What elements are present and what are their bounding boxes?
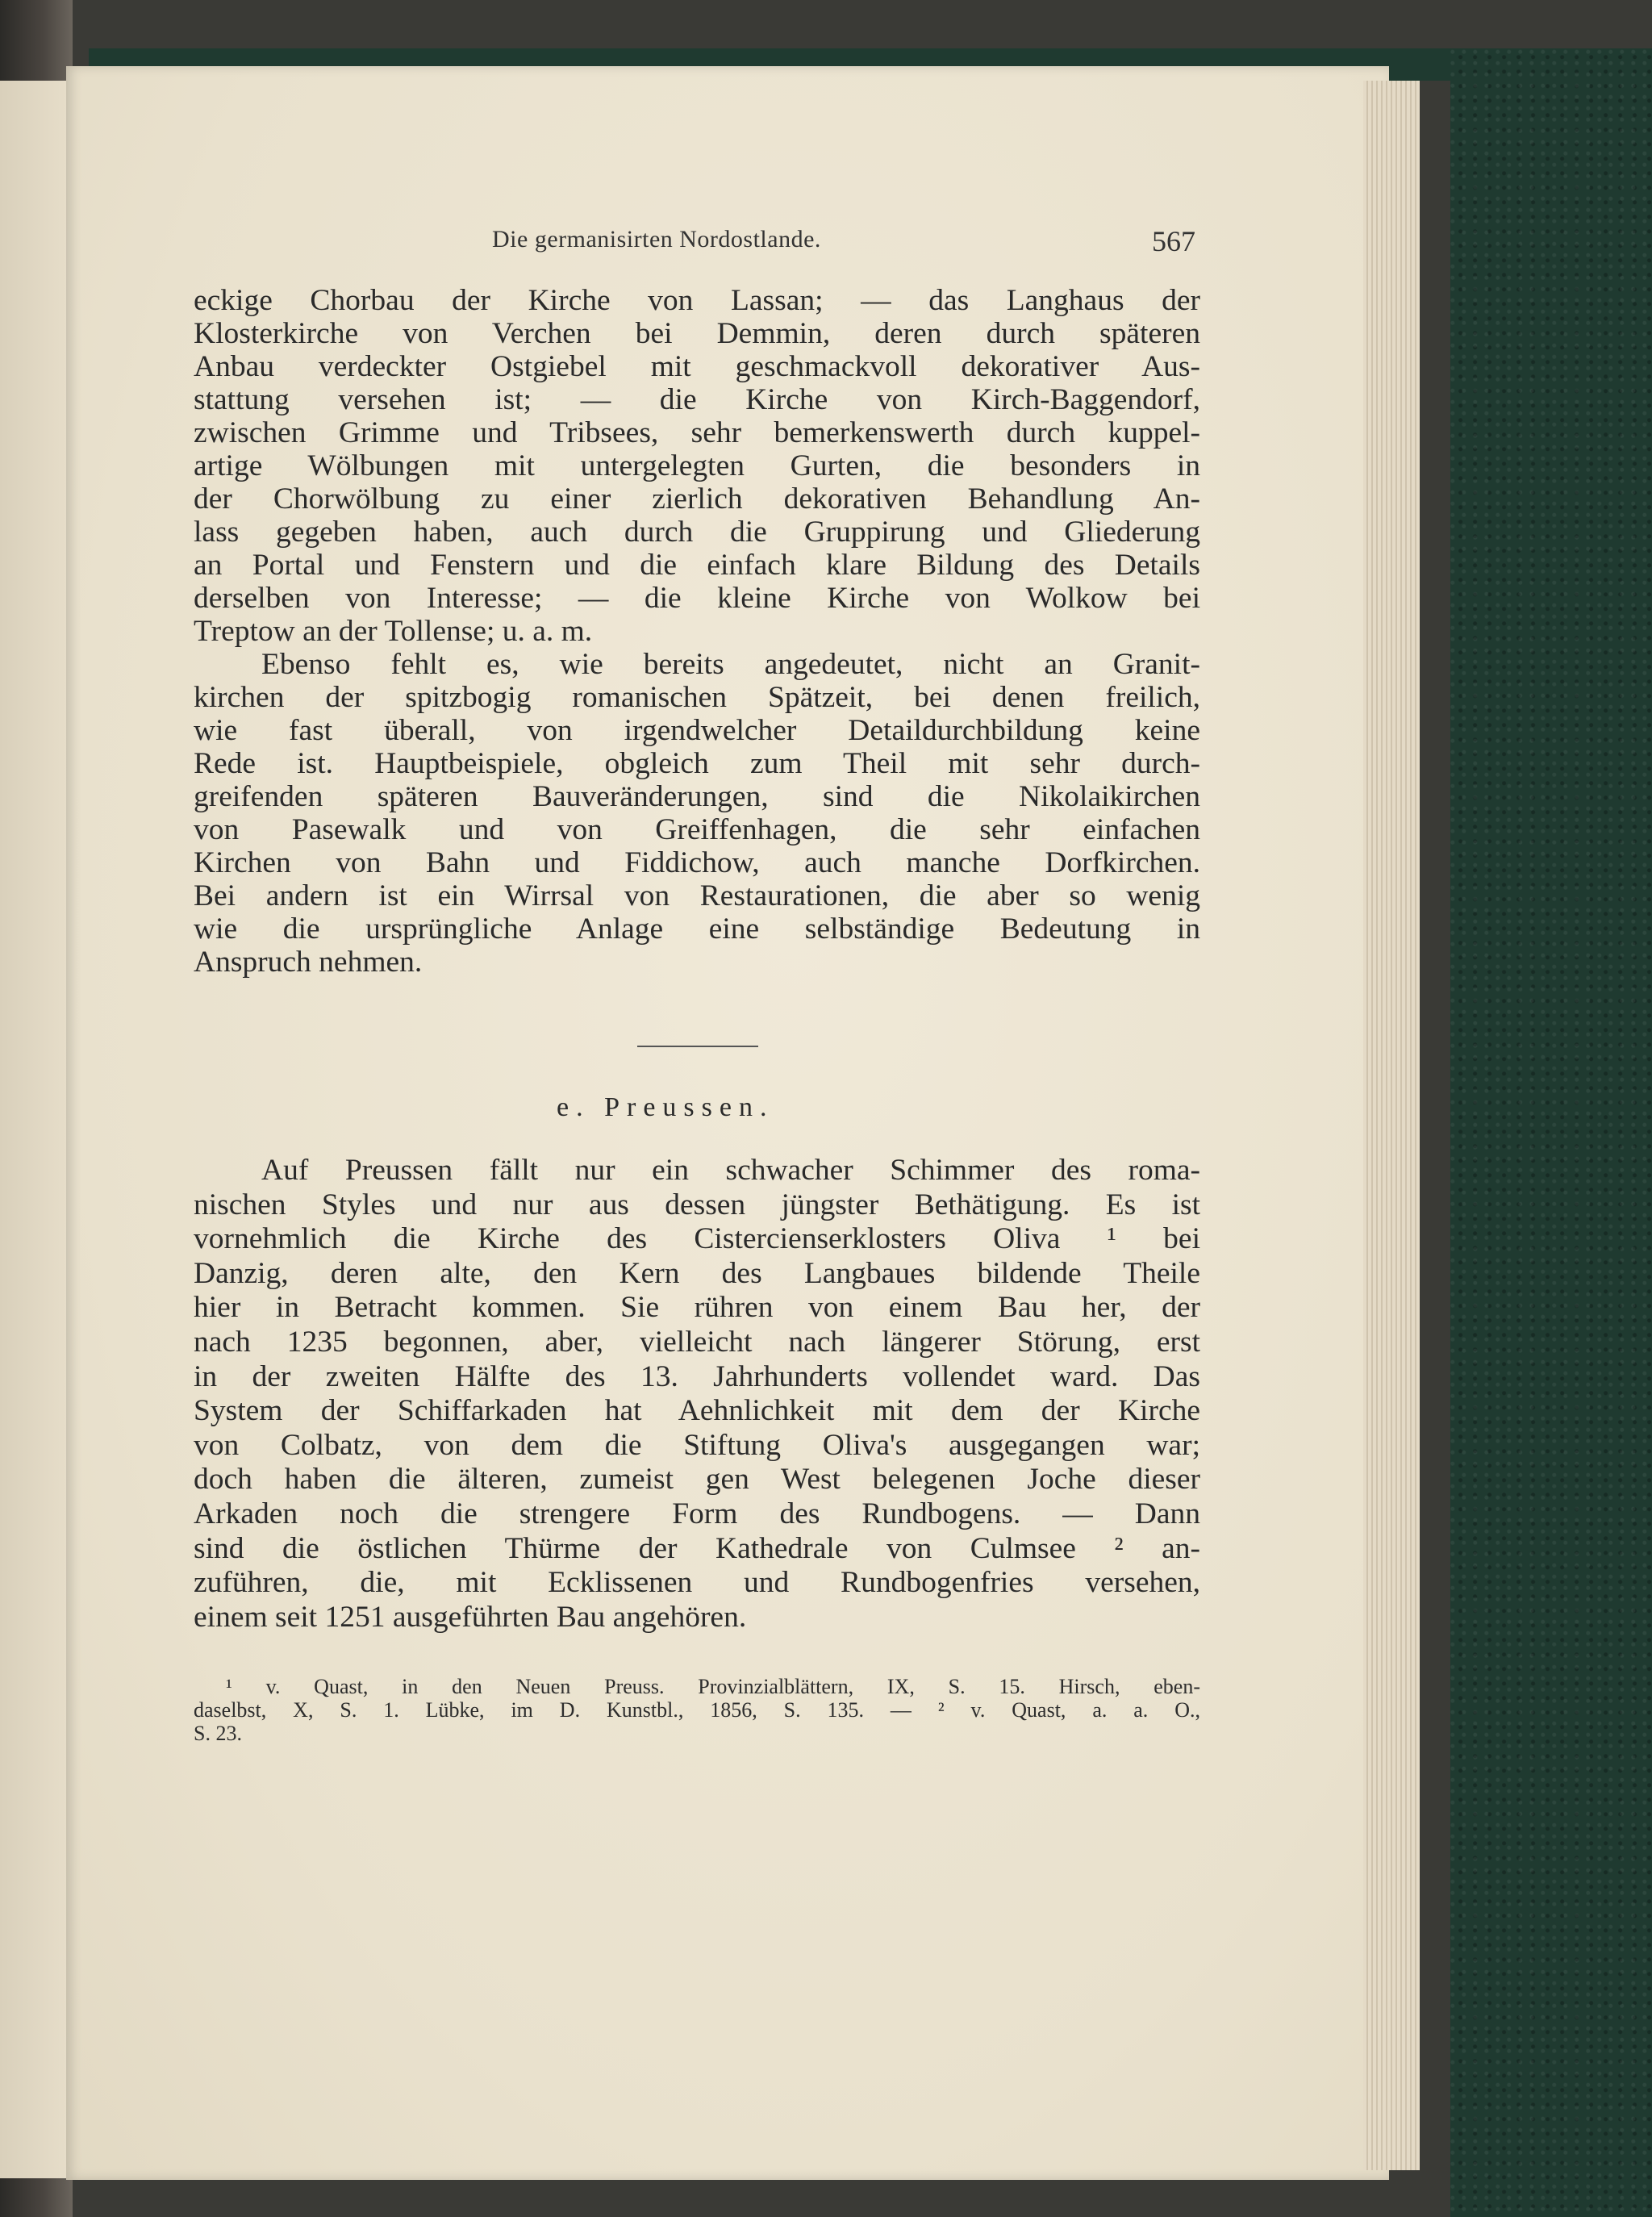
text-line: vornehmlich die Kirche des Cistercienserklosters Oliva ¹ bei (194, 1222, 1200, 1256)
footnote-line: daselbst, X, S. 1. Lübke, im D. Kunstbl., 1856, S. 135. — ² v. Quast, a. a. O., (194, 1698, 1200, 1722)
text-line: von Colbatz, von dem die Stiftung Oliva's ausgegangen war; (194, 1428, 1200, 1462)
text-line: wie die ursprüngliche Anlage eine selbständige Bedeutung in (194, 912, 1200, 946)
text-line: nischen Styles und nur aus dessen jüngster Bethätigung. Es ist (194, 1188, 1200, 1221)
text-line: in der zweiten Hälfte des 13. Jahrhunderts vollendet ward. Das (194, 1359, 1200, 1393)
text-line: zuführen, die, mit Ecklissenen und Rundbogenfries versehen, (194, 1566, 1200, 1600)
text-line: Anbau verdeckter Ostgiebel mit geschmackvoll dekorativer Aus- (194, 350, 1200, 383)
text-line: nach 1235 begonnen, aber, vielleicht nach längerer Störung, erst (194, 1325, 1200, 1359)
page-stack-edges (1363, 81, 1420, 2170)
facing-page-edge (0, 81, 66, 2178)
body-text-lower (194, 1154, 1200, 1635)
text-line: einem seit 1251 ausgeführten Bau angehören. (194, 1600, 747, 1634)
text-line: lass gegeben haben, auch durch die Gruppirung und Gliederung (194, 516, 1200, 549)
page-number: 567 (1152, 225, 1195, 257)
text-line: greifenden späteren Bauveränderungen, sind die Nikolaikirchen (194, 780, 1200, 813)
text-line: derselben von Interesse; — die kleine Kirche von Wolkow bei (194, 582, 1200, 615)
text-line: hier in Betracht kommen. Sie rühren von einem Bau her, der (194, 1291, 1200, 1325)
text-line: eckige Chorbau der Kirche von Lassan; — das Langhaus der (194, 284, 1200, 317)
text-line: Auf Preussen fällt nur ein schwacher Schimmer des roma- (261, 1154, 1200, 1187)
text-line: Ebenso fehlt es, wie bereits angedeutet, nicht an Granit- (261, 648, 1200, 681)
text-line: Danzig, deren alte, den Kern des Langbaues bildende Theile (194, 1256, 1200, 1290)
text-line: der Chorwölbung zu einer zierlich dekorativen Behandlung An- (194, 482, 1200, 516)
body-text-upper (194, 284, 1200, 979)
section-heading: e. Preussen. (557, 1092, 774, 1122)
text-line: Rede ist. Hauptbeispiele, obgleich zum Theil mit sehr durch- (194, 747, 1200, 780)
text-line: sind die östlichen Thürme der Kathedrale von Culmsee ² an- (194, 1531, 1200, 1565)
footnote-line: ¹ v. Quast, in den Neuen Preuss. Provinzialblättern, IX, S. 15. Hirsch, eben- (226, 1675, 1200, 1698)
text-line: Anspruch nehmen. (194, 946, 423, 979)
text-line: wie fast überall, von irgendwelcher Detaildurchbildung keine (194, 714, 1200, 747)
text-line: Bei andern ist ein Wirrsal von Restaurationen, die aber so wenig (194, 879, 1200, 912)
text-line: kirchen der spitzbogig romanischen Spätzeit, bei denen freilich, (194, 681, 1200, 714)
text-line: Treptow an der Tollense; u. a. m. (194, 615, 593, 648)
running-head: Die germanisirten Nordostlande. (492, 226, 821, 253)
text-line: an Portal und Fenstern und die einfach klare Bildung des Details (194, 549, 1200, 582)
footnote-line: S. 23. (194, 1722, 242, 1745)
text-line: Klosterkirche von Verchen bei Demmin, deren durch späteren (194, 317, 1200, 350)
text-line: stattung versehen ist; — die Kirche von Kirch-Baggendorf, (194, 383, 1200, 416)
text-line: artige Wölbungen mit untergelegten Gurten, die besonders in (194, 449, 1200, 482)
text-line: Arkaden noch die strengere Form des Rundbogens. — Dann (194, 1497, 1200, 1530)
text-line: zwischen Grimme und Tribsees, sehr bemerkenswerth durch kuppel- (194, 416, 1200, 449)
section-divider (637, 1046, 758, 1047)
book-cover-right (1450, 48, 1652, 2217)
text-line: von Pasewalk und von Greiffenhagen, die sehr einfachen (194, 813, 1200, 846)
text-line: System der Schiffarkaden hat Aehnlichkeit mit dem der Kirche (194, 1394, 1200, 1428)
text-line: doch haben die älteren, zumeist gen West belegenen Joche dieser (194, 1463, 1200, 1497)
text-line: Kirchen von Bahn und Fiddichow, auch manche Dorfkirchen. (194, 846, 1200, 879)
footnotes (194, 1675, 1200, 1745)
